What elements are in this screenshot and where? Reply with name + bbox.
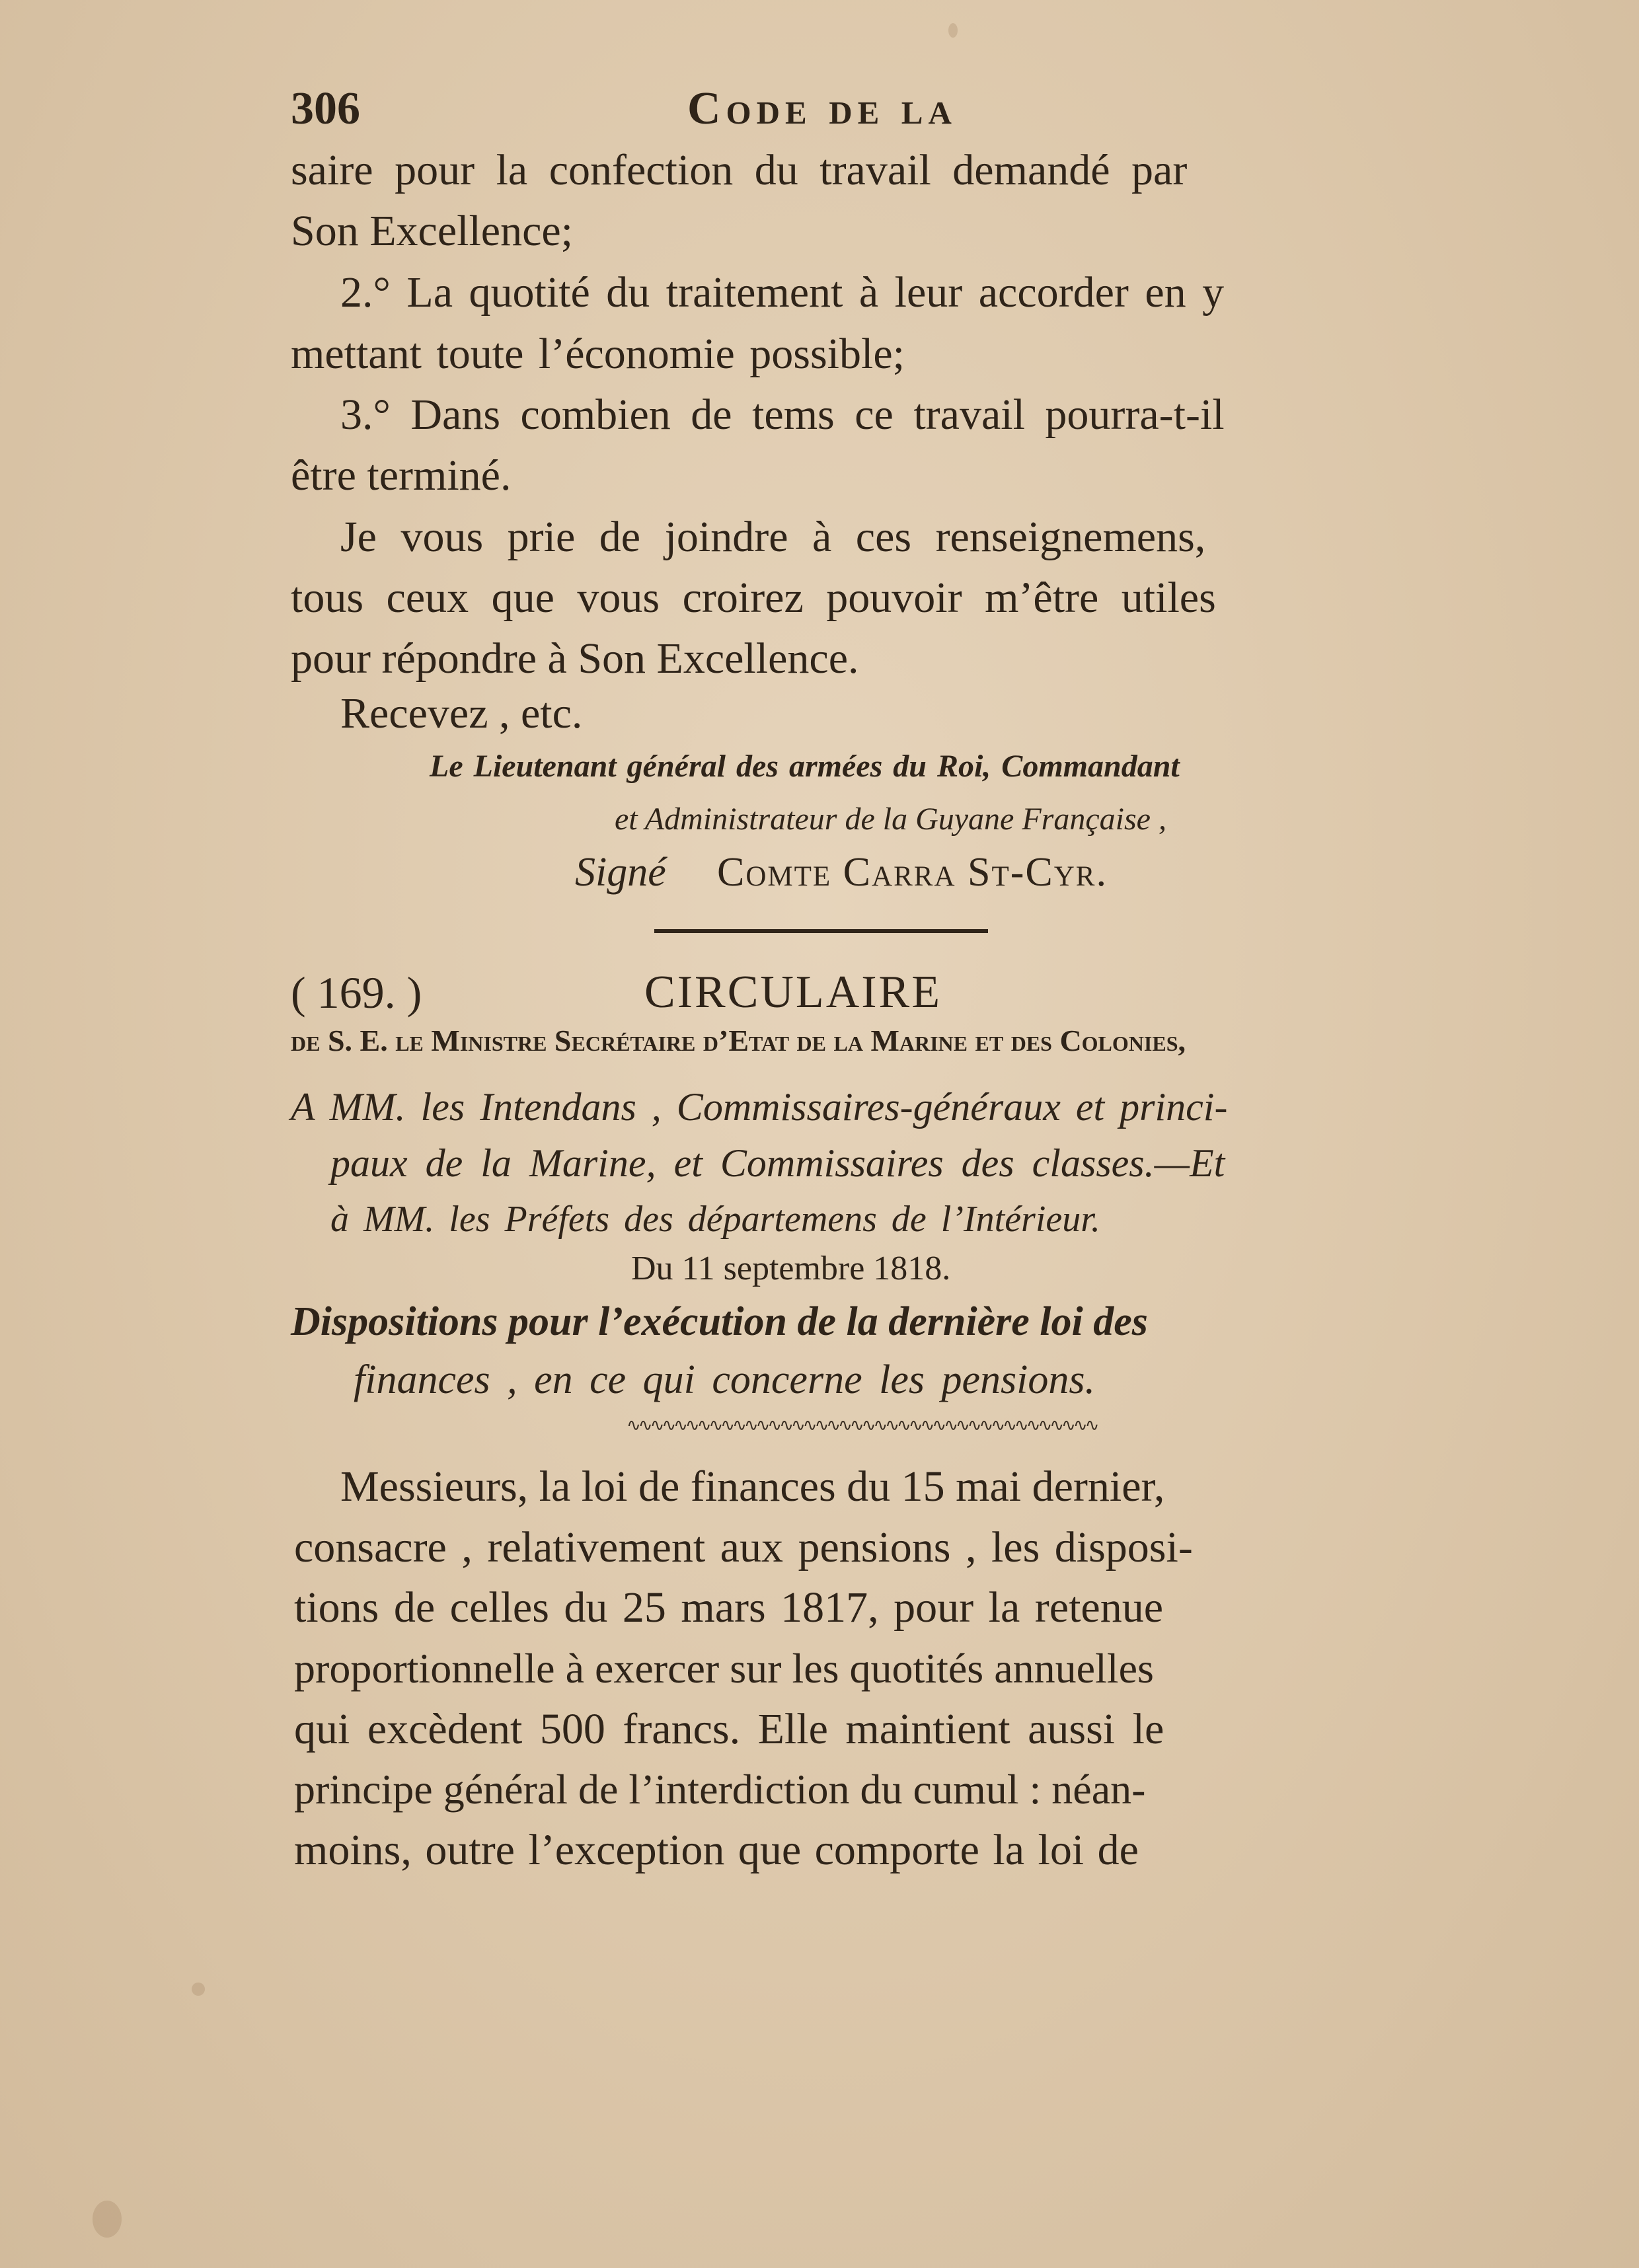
paragraph-line: qui excèdent 500 francs. Elle maintient aussi le <box>294 1705 1164 1753</box>
body-line: 3.° Dans combien de tems ce travail pourra-t-il <box>340 391 1225 439</box>
body-line: tous ceux que vous croirez pouvoir m’être utiles <box>291 574 1216 622</box>
body-line: Son Excellence; <box>291 207 574 255</box>
page-number: 306 <box>291 83 360 134</box>
circular-subject: finances , en ce qui concerne les pensions. <box>354 1357 1095 1402</box>
circular-subject: Dispositions pour l’exécution de la dernière loi des <box>291 1299 1148 1344</box>
paragraph-line: moins, outre l’exception que comporte la loi de <box>294 1826 1139 1874</box>
circular-issuer: de S. E. le Ministre Secrétaire d’Etat de la Marine et des Colonies, <box>291 1024 1186 1057</box>
paragraph-line: tions de celles du 25 mars 1817, pour la retenue <box>294 1583 1163 1632</box>
body-line: mettant toute l’économie possible; <box>291 330 905 378</box>
paragraph-line: Messieurs, la loi de finances du 15 mai dernier, <box>340 1462 1165 1511</box>
circular-title: CIRCULAIRE <box>644 967 942 1018</box>
body-line: saire pour la confection du travail demandé par <box>291 146 1188 194</box>
signature-title: Le Lieutenant général des armées du Roi, Commandant <box>430 749 1180 784</box>
paper-stain <box>948 23 958 38</box>
circular-addressee: à MM. les Préfets des départemens de l’Intérieur. <box>330 1199 1100 1240</box>
body-line: être terminé. <box>291 451 512 500</box>
circular-addressee: paux de la Marine, et Commissaires des classes.—Et <box>330 1141 1225 1185</box>
circular-date: Du 11 septembre 1818. <box>631 1250 951 1287</box>
paragraph-line: principe général de l’interdiction du cumul : néan- <box>294 1766 1146 1813</box>
paper-stain <box>192 1983 205 1996</box>
circular-number: ( 169. ) <box>291 967 422 1018</box>
signature-name: Comte Carra St-Cyr. <box>717 850 1108 895</box>
wavy-ornament: ∿∿∿∿∿∿∿∿∿∿∿∿∿∿∿∿∿∿∿∿∿∿∿∿∿∿∿∿∿∿∿∿∿∿∿∿∿∿∿∿ <box>627 1416 1097 1435</box>
signature-title-continued: et Administrateur de la Guyane Française , <box>615 802 1166 837</box>
circular-addressee: A MM. les Intendans , Commissaires-généraux et princi- <box>291 1085 1228 1129</box>
paper-stain <box>93 2201 122 2238</box>
section-divider <box>654 929 988 933</box>
paragraph-line: proportionnelle à exercer sur les quotités annuelles <box>294 1645 1154 1692</box>
running-title: Code de la <box>687 83 957 134</box>
body-line: pour répondre à Son Excellence. <box>291 634 859 683</box>
body-line: Recevez , etc. <box>340 689 583 737</box>
paragraph-line: consacre , relativement aux pensions , les disposi- <box>294 1523 1193 1571</box>
signature-signe: Signé <box>575 850 666 895</box>
body-line: 2.° La quotité du traitement à leur accorder en y <box>340 268 1225 317</box>
body-line: Je vous prie de joindre à ces renseignemens, <box>340 513 1206 561</box>
